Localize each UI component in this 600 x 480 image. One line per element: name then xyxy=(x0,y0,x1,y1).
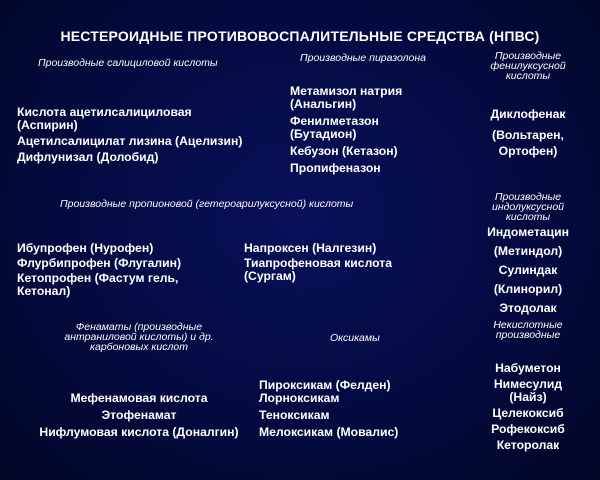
pyrazolone-item: Метамизол натрия xyxy=(290,84,403,98)
propionic-item: Напроксен (Налгезин) xyxy=(244,241,377,255)
propionic-item: Флурбипрофен (Флугалин) xyxy=(17,256,182,270)
pyrazolone-item: Пропифеназон xyxy=(290,161,381,175)
nonacid-item: Нимесулид xyxy=(493,377,563,391)
propionic-list-left xyxy=(17,242,181,298)
phenylacetic-item: (Вольтарен, xyxy=(492,128,564,142)
phenylacetic-heading-line: фенилуксусной xyxy=(490,60,566,72)
salicylic-item: (Аспирин) xyxy=(17,118,78,132)
salicylic-item: Ацетилсалицилат лизина (Ацелизин) xyxy=(17,134,243,148)
nonacid-heading xyxy=(466,320,590,340)
pyrazolone-item: Кебузон (Кетазон) xyxy=(290,144,398,158)
indoleacetic-item: Сулиндак xyxy=(498,263,558,277)
pyrazolone-item: Фенилметазон xyxy=(290,114,379,128)
indoleacetic-item: Этодолак xyxy=(499,301,557,315)
fenamates-list xyxy=(10,392,268,445)
oxicams-item: Мелоксикам (Мовалис) xyxy=(259,425,399,439)
nonacid-item: Набуметон xyxy=(495,361,561,375)
nonacid-item: Целекоксиб xyxy=(492,406,564,420)
propionic-item: Тиапрофеновая кислота xyxy=(244,256,393,270)
indoleacetic-item: Индометацин xyxy=(487,225,569,239)
nonacid-heading-line: Некислотные xyxy=(493,319,563,331)
propionic-item: Кетонал) xyxy=(17,284,71,298)
indoleacetic-item: (Клинорил) xyxy=(493,282,563,296)
indoleacetic-heading-line: Производные xyxy=(494,191,562,203)
salicylic-heading: Производные салициловой кислоты xyxy=(38,57,218,69)
propionic-list-right xyxy=(244,242,392,283)
fenamates-heading-line: карбоновых кислот xyxy=(90,341,188,353)
nonacid-item: (Найз) xyxy=(509,390,547,404)
salicylic-item: Дифлунизал (Долобид) xyxy=(17,150,159,164)
fenamates-heading-line: Фенаматы (производные xyxy=(75,321,203,333)
salicylic-item: Кислота ацетилсалициловая xyxy=(17,105,192,119)
indoleacetic-heading-line: кислоты xyxy=(505,211,551,223)
oxicams-item: Пироксикам (Фелден) xyxy=(259,378,391,392)
indoleacetic-heading-line: индолуксусной xyxy=(491,201,564,213)
phenylacetic-heading xyxy=(466,51,590,81)
phenylacetic-item: Ортофен) xyxy=(498,144,558,158)
phenylacetic-item: Диклофенак xyxy=(490,107,566,121)
pyrazolone-list xyxy=(290,85,402,175)
slide-title: НЕСТЕРОИДНЫЕ ПРОТИВОВОСПАЛИТЕЛЬНЫЕ СРЕДСТВА (НПВС) xyxy=(60,28,540,44)
propionic-heading: Производные пропионовой (гетероарилуксусной) кислоты xyxy=(60,198,354,210)
phenylacetic-heading-line: Производные xyxy=(494,50,562,62)
indoleacetic-item: (Метиндол) xyxy=(493,244,563,258)
pyrazolone-item: (Бутадион) xyxy=(290,127,357,141)
nonacid-item: Рофекоксиб xyxy=(491,422,565,436)
pyrazolone-item: (Анальгин) xyxy=(290,97,357,111)
indoleacetic-list xyxy=(466,226,590,321)
propionic-item: Ибупрофен (Нурофен) xyxy=(17,241,154,255)
fenamates-heading-line: антраниловой кислоты) и др. xyxy=(64,331,214,343)
phenylacetic-heading-line: кислоты xyxy=(505,70,551,82)
pyrazolone-heading: Производные пиразолона xyxy=(300,52,426,64)
fenamates-item: Мефенамовая кислота xyxy=(70,391,208,405)
propionic-item: Кетопрофен (Фастум гель, xyxy=(17,271,179,285)
oxicams-item: Теноксикам xyxy=(259,408,330,422)
fenamates-heading xyxy=(26,322,252,352)
fenamates-item: Нифлумовая кислота (Доналгин) xyxy=(39,425,239,439)
nonacid-item: Кеторолак xyxy=(496,438,560,452)
oxicams-list xyxy=(259,379,398,439)
indoleacetic-heading xyxy=(466,192,590,222)
salicylic-list xyxy=(17,106,242,164)
oxicams-item: Лорноксикам xyxy=(259,391,340,405)
fenamates-item: Этофенамат xyxy=(101,408,177,422)
oxicams-heading: Оксикамы xyxy=(330,332,380,344)
propionic-item: (Сургам) xyxy=(244,269,296,283)
nonacid-heading-line: производные xyxy=(495,329,561,341)
phenylacetic-list xyxy=(466,108,590,164)
nonacid-list xyxy=(466,362,590,458)
